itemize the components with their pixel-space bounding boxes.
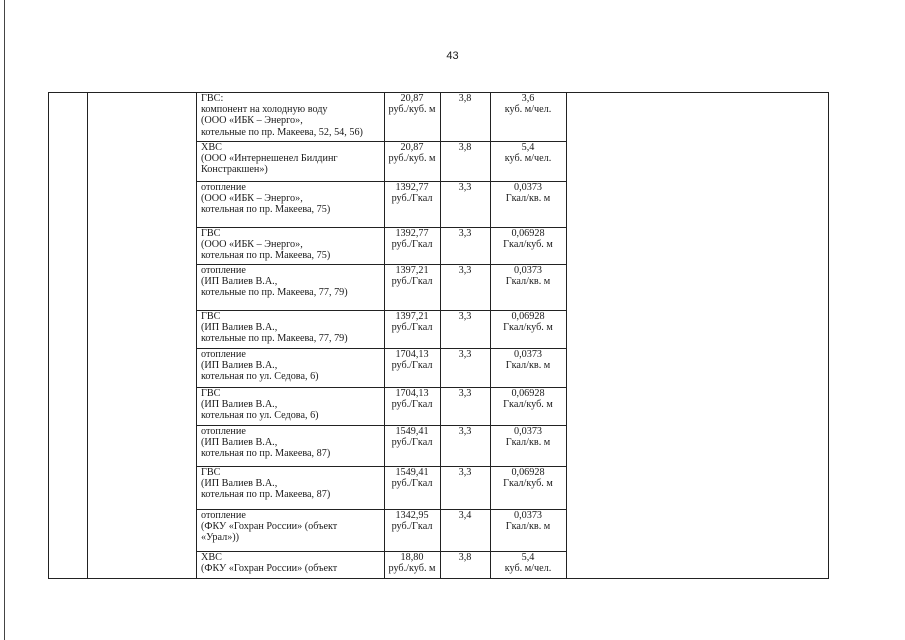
service-cell-line: (ИП Валиев В.А., xyxy=(201,360,278,372)
tariff-cell-line: 1549,41 xyxy=(395,426,429,437)
tariff-cell-line: руб./Гкал xyxy=(391,276,433,288)
norm-cell-line: Гкал/куб. м xyxy=(503,322,553,334)
service-cell xyxy=(201,265,383,299)
service-cell xyxy=(201,349,383,383)
page-edge-line xyxy=(4,0,5,640)
norm-cell xyxy=(491,552,565,574)
service-cell-line: (ИП Валиев В.А., xyxy=(201,276,278,288)
norm-cell-line: 0,06928 xyxy=(511,388,545,399)
tariff-cell-line: 1342,95 xyxy=(395,510,429,521)
tariff-cell-line: 1549,41 xyxy=(395,467,429,478)
tariff-cell xyxy=(385,228,439,250)
table-border xyxy=(48,578,829,579)
norm-cell xyxy=(491,426,565,448)
norm-cell xyxy=(491,311,565,333)
norm-cell xyxy=(491,142,565,164)
norm-cell xyxy=(491,228,565,250)
norm-cell-line: Гкал/кв. м xyxy=(505,276,551,288)
tariff-cell xyxy=(385,426,439,448)
norm-cell-line: куб. м/чел. xyxy=(504,104,552,116)
tariff-cell-line: руб./Гкал xyxy=(391,478,433,490)
tariff-cell-line: 18,80 xyxy=(400,552,424,563)
tariff-cell xyxy=(385,349,439,371)
tariff-cell-line: руб./Гкал xyxy=(391,239,433,251)
service-cell-line: (ООО «ИБК – Энерго», xyxy=(201,115,303,127)
service-cell-line: отопление xyxy=(201,510,246,521)
norm-cell-line: 0,0373 xyxy=(513,510,542,521)
service-cell xyxy=(201,510,383,544)
tariff-cell xyxy=(385,142,439,164)
tariff-cell xyxy=(385,388,439,410)
norm-cell-line: 0,06928 xyxy=(511,467,545,478)
tariff-cell xyxy=(385,467,439,489)
service-cell-line: (ООО «ИБК – Энерго», xyxy=(201,193,303,205)
service-cell-line: «Урал»)) xyxy=(201,532,240,544)
norm-cell xyxy=(491,349,565,371)
coefficient-cell-line: 3,3 xyxy=(458,311,472,322)
norm-cell-line: Гкал/кв. м xyxy=(505,437,551,449)
service-cell-line: ГВС xyxy=(201,228,221,239)
service-cell-line: котельная по пр. Макеева, 75) xyxy=(201,250,331,262)
service-cell-line: котельные по пр. Макеева, 52, 54, 56) xyxy=(201,126,363,138)
service-cell-line: (ФКУ «Гохран России» (объект xyxy=(201,563,338,575)
norm-cell xyxy=(491,510,565,532)
coefficient-cell-line: 3,4 xyxy=(458,510,472,521)
tariff-cell-line: 1397,21 xyxy=(395,265,429,276)
norm-cell-line: Гкал/кв. м xyxy=(505,521,551,533)
table-column-divider xyxy=(828,92,829,579)
table-column-divider xyxy=(48,92,49,579)
service-cell-line: котельная по ул. Седова, 6) xyxy=(201,410,319,422)
norm-cell-line: 0,0373 xyxy=(513,182,542,193)
service-cell-line: котельные по пр. Макеева, 77, 79) xyxy=(201,333,348,345)
coefficient-cell xyxy=(441,182,489,193)
tariff-cell-line: руб./Гкал xyxy=(391,399,433,411)
tariff-cell xyxy=(385,182,439,204)
norm-cell xyxy=(491,93,565,115)
tariff-cell-line: 1392,77 xyxy=(395,182,429,193)
tariff-cell xyxy=(385,93,439,115)
service-cell-line: отопление xyxy=(201,426,246,437)
tariff-cell-line: руб./куб. м xyxy=(388,104,436,116)
tariff-cell-line: руб./Гкал xyxy=(391,360,433,372)
service-cell-line: (ИП Валиев В.А., xyxy=(201,478,278,490)
tariff-cell-line: 1704,13 xyxy=(395,388,429,399)
coefficient-cell xyxy=(441,426,489,437)
service-cell-line: Констракшен») xyxy=(201,164,268,176)
norm-cell-line: 0,0373 xyxy=(513,426,542,437)
coefficient-cell-line: 3,8 xyxy=(458,93,472,104)
norm-cell-line: 0,06928 xyxy=(511,311,545,322)
service-cell xyxy=(201,182,383,216)
service-cell-line: (ИП Валиев В.А., xyxy=(201,399,278,411)
tariff-cell xyxy=(385,552,439,574)
service-cell-line: (ФКУ «Гохран России» (объект xyxy=(201,521,338,533)
table-column-divider xyxy=(566,92,567,579)
tariff-cell-line: руб./Гкал xyxy=(391,437,433,449)
norm-cell xyxy=(491,467,565,489)
coefficient-cell-line: 3,3 xyxy=(458,349,472,360)
service-cell xyxy=(201,426,383,460)
norm-cell-line: 0,06928 xyxy=(511,228,545,239)
norm-cell xyxy=(491,182,565,204)
norm-cell-line: куб. м/чел. xyxy=(504,563,552,575)
tariff-cell-line: руб./Гкал xyxy=(391,193,433,205)
coefficient-cell xyxy=(441,388,489,399)
norm-cell-line: 3,6 xyxy=(521,93,535,104)
tariff-cell-line: 1392,77 xyxy=(395,228,429,239)
service-cell xyxy=(201,228,383,262)
tariff-cell xyxy=(385,311,439,333)
norm-cell-line: Гкал/куб. м xyxy=(503,239,553,251)
service-cell-line: ГВС: xyxy=(201,93,224,104)
page-number: 43 xyxy=(446,50,459,62)
tariff-cell-line: 20,87 xyxy=(400,142,424,153)
tariff-table xyxy=(48,92,828,579)
service-cell-line: ХВС xyxy=(201,552,222,563)
coefficient-cell xyxy=(441,467,489,478)
service-cell xyxy=(201,311,383,345)
coefficient-cell-line: 3,3 xyxy=(458,388,472,399)
service-cell-line: котельная по пр. Макеева, 75) xyxy=(201,204,331,216)
service-cell-line: ГВС xyxy=(201,311,221,322)
service-cell-line: (ИП Валиев В.А., xyxy=(201,437,278,449)
service-cell-line: ГВС xyxy=(201,388,221,399)
service-cell xyxy=(201,142,383,176)
coefficient-cell-line: 3,3 xyxy=(458,467,472,478)
table-column-divider xyxy=(196,92,197,579)
coefficient-cell-line: 3,3 xyxy=(458,426,472,437)
norm-cell-line: 5,4 xyxy=(521,552,535,563)
tariff-cell-line: 1704,13 xyxy=(395,349,429,360)
service-cell-line: котельная по пр. Макеева, 87) xyxy=(201,448,331,460)
service-cell-line: ГВС xyxy=(201,467,221,478)
coefficient-cell xyxy=(441,311,489,322)
service-cell-line: (ИП Валиев В.А., xyxy=(201,322,278,334)
coefficient-cell xyxy=(441,510,489,521)
coefficient-cell-line: 3,3 xyxy=(458,228,472,239)
table-column-divider xyxy=(87,92,88,579)
tariff-cell-line: 1397,21 xyxy=(395,311,429,322)
norm-cell-line: куб. м/чел. xyxy=(504,153,552,165)
service-cell-line: котельная по ул. Седова, 6) xyxy=(201,371,319,383)
coefficient-cell-line: 3,3 xyxy=(458,182,472,193)
norm-cell-line: Гкал/куб. м xyxy=(503,478,553,490)
tariff-cell-line: руб./куб. м xyxy=(388,153,436,165)
coefficient-cell xyxy=(441,228,489,239)
tariff-cell-line: руб./Гкал xyxy=(391,521,433,533)
norm-cell xyxy=(491,265,565,287)
coefficient-cell-line: 3,8 xyxy=(458,142,472,153)
table-column-divider xyxy=(440,92,441,579)
service-cell-line: котельные по пр. Макеева, 77, 79) xyxy=(201,287,348,299)
norm-cell-line: 0,0373 xyxy=(513,349,542,360)
service-cell-line: (ООО «ИБК – Энерго», xyxy=(201,239,303,251)
tariff-cell-line: руб./Гкал xyxy=(391,322,433,334)
tariff-cell-line: руб./куб. м xyxy=(388,563,436,575)
coefficient-cell-line: 3,8 xyxy=(458,552,472,563)
coefficient-cell xyxy=(441,552,489,563)
tariff-cell xyxy=(385,265,439,287)
tariff-cell xyxy=(385,510,439,532)
service-cell-line: ХВС xyxy=(201,142,222,153)
coefficient-cell xyxy=(441,265,489,276)
table-column-divider xyxy=(490,92,491,579)
norm-cell-line: 5,4 xyxy=(521,142,535,153)
coefficient-cell xyxy=(441,349,489,360)
service-cell xyxy=(201,388,383,422)
coefficient-cell xyxy=(441,142,489,153)
norm-cell-line: 0,0373 xyxy=(513,265,542,276)
service-cell xyxy=(201,552,383,574)
coefficient-cell xyxy=(441,93,489,104)
service-cell-line: котельная по пр. Макеева, 87) xyxy=(201,489,331,501)
norm-cell-line: Гкал/кв. м xyxy=(505,360,551,372)
norm-cell xyxy=(491,388,565,410)
coefficient-cell-line: 3,3 xyxy=(458,265,472,276)
norm-cell-line: Гкал/куб. м xyxy=(503,399,553,411)
service-cell-line: компонент на холодную воду xyxy=(201,104,328,116)
service-cell xyxy=(201,93,383,138)
tariff-cell-line: 20,87 xyxy=(400,93,424,104)
table-column-divider xyxy=(384,92,385,579)
norm-cell-line: Гкал/кв. м xyxy=(505,193,551,205)
service-cell-line: отопление xyxy=(201,182,246,193)
service-cell-line: отопление xyxy=(201,265,246,276)
service-cell-line: (ООО «Интернешенел Билдинг xyxy=(201,153,338,165)
service-cell xyxy=(201,467,383,501)
service-cell-line: отопление xyxy=(201,349,246,360)
